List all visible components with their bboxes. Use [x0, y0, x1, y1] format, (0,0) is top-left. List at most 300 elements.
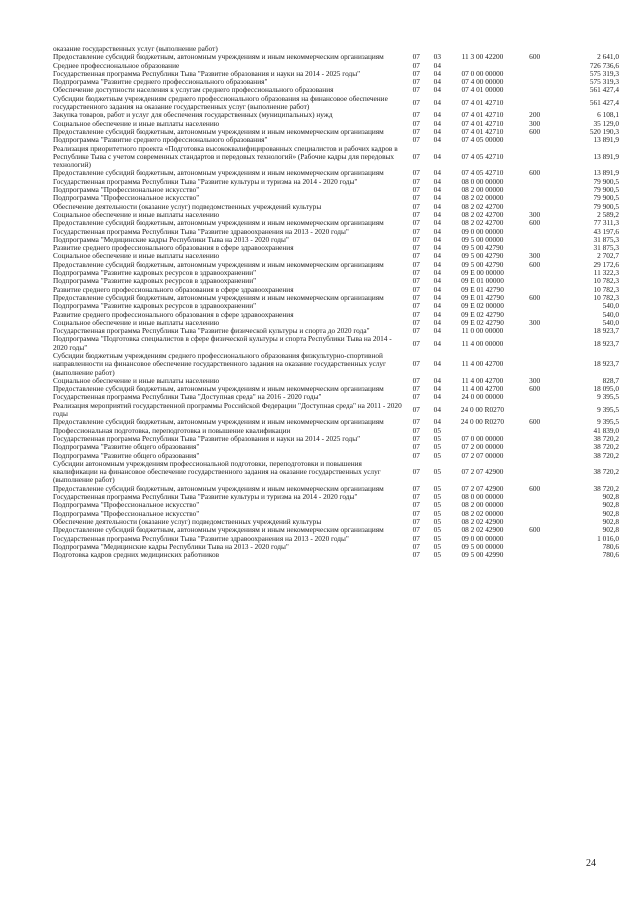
row-target-article: 09 Е 00 00000	[461, 268, 504, 278]
row-name: Предоставление субсидий бюджетным, автономным учреждениям и иным некоммерческим организациям	[53, 483, 384, 493]
row-expense-type	[517, 327, 553, 335]
row-section: 07	[412, 276, 420, 286]
row-amount: 540,0	[602, 309, 619, 319]
row-section: 07	[412, 483, 420, 493]
row-amount: 575 319,3	[589, 77, 619, 87]
row-name: Обеспечение деятельности (оказание услуг) подведомственных учреждений культуры	[53, 201, 322, 211]
row-subsection: 04	[433, 292, 441, 302]
row-expense-type	[517, 236, 553, 244]
row-target-article: 07 4 01 42710	[461, 110, 504, 120]
row-amount: 10 782,3	[593, 276, 619, 286]
row-target-article: 08 2 00 00000	[461, 185, 504, 195]
row-name: Государственная программа Республики Тыва "Развитие здравоохранения на 2013 - 2020 годы"	[53, 226, 349, 236]
row-section: 07	[412, 168, 420, 178]
row-name: Подпрограмма "Развитие кадровых ресурсов в здравоохранении"	[53, 268, 257, 278]
row-expense-type	[517, 443, 553, 451]
row-name: Подпрограмма "Развитие общего образования"	[53, 450, 200, 460]
row-section: 07	[412, 151, 420, 161]
row-target-article: 24 0 00 R0270	[460, 404, 505, 414]
row-name: Подпрограмма "Развитие общего образования"	[53, 442, 200, 452]
row-subsection: 04	[433, 135, 441, 145]
row-expense-type: 600	[529, 292, 541, 302]
row-subsection: 04	[433, 326, 441, 336]
row-amount: 10 782,3	[593, 284, 619, 294]
row-target-article: 09 5 00 42790	[461, 243, 504, 253]
row-expense-type: 300	[529, 118, 541, 128]
row-target-article: 08 2 02 42900	[461, 516, 504, 526]
row-subsection: 04	[433, 168, 441, 178]
row-target-article: 07 2 07 00000	[461, 450, 504, 460]
row-amount: 38 720,2	[593, 442, 619, 452]
row-name: Развитие среднего профессионального образования в сфере здравоохранения	[53, 284, 294, 294]
table-row	[53, 95, 619, 112]
row-target-article: 07 4 05 42710	[461, 151, 504, 161]
row-subsection: 05	[433, 425, 441, 435]
row-name: Обеспечение деятельности (оказание услуг) подведомственных учреждений культуры	[53, 516, 322, 526]
row-subsection: 04	[433, 234, 441, 244]
row-subsection: 04	[433, 193, 441, 203]
row-expense-type	[517, 493, 553, 501]
row-subsection: 04	[433, 209, 441, 219]
row-target-article: 08 2 02 42900	[461, 525, 504, 535]
row-target-article: 11 4 00 42700	[461, 384, 504, 394]
row-section: 07	[412, 118, 420, 128]
row-expense-type	[517, 302, 553, 310]
row-section: 07	[412, 243, 420, 253]
row-subsection: 05	[433, 500, 441, 510]
row-name: Государственная программа Республики Тыва "Развитие культуры и туризма на 2014 - 2020 годы"	[53, 492, 358, 502]
row-target-article: 09 5 00 00000	[461, 234, 504, 244]
row-section: 07	[412, 309, 420, 319]
row-subsection: 05	[433, 525, 441, 535]
row-subsection: 05	[433, 492, 441, 502]
row-expense-type	[517, 62, 553, 70]
row-name: Предоставление субсидий бюджетным, автономным учреждениям и иным некоммерческим организациям	[53, 126, 384, 136]
row-amount: 2 641,0	[597, 52, 619, 62]
row-expense-type: 300	[529, 209, 541, 219]
row-section: 07	[412, 433, 420, 443]
row-subsection: 03	[433, 52, 441, 62]
row-expense-type	[517, 501, 553, 509]
row-target-article: 07 4 05 00000	[461, 135, 504, 145]
row-amount: 43 197,6	[593, 226, 619, 236]
row-section: 07	[412, 417, 420, 427]
row-section: 07	[412, 533, 420, 543]
row-section: 07	[412, 442, 420, 452]
row-target-article: 09 5 00 42790	[461, 259, 504, 269]
row-name: Подпрограмма "Профессиональное искусство"	[53, 193, 200, 203]
row-section: 07	[412, 52, 420, 62]
row-amount: 2 589,2	[597, 209, 619, 219]
row-section: 07	[412, 516, 420, 526]
row-section: 07	[412, 251, 420, 261]
row-name: Подпрограмма "Профессиональное искусство"	[53, 508, 200, 518]
row-target-article: 11 4 00 00000	[461, 338, 504, 348]
row-expense-type	[517, 86, 553, 94]
row-expense-type: 600	[529, 259, 541, 269]
row-expense-type	[517, 186, 553, 194]
row-target-article: 08 2 02 42700	[461, 209, 504, 219]
row-name: Профессиональная подготовка, переподготовка и повышение квалификации	[53, 425, 291, 435]
row-name: Социальное обеспечение и иные выплаты населению	[53, 209, 220, 219]
row-name: Социальное обеспечение и иные выплаты населению	[53, 375, 220, 385]
row-subsection: 04	[433, 359, 441, 369]
row-subsection: 05	[433, 516, 441, 526]
row-expense-type	[517, 145, 553, 170]
row-section: 07	[412, 126, 420, 136]
row-name: Подпрограмма "Профессиональное искусство"	[53, 500, 200, 510]
row-subsection: 04	[433, 276, 441, 286]
row-expense-type	[517, 352, 553, 377]
row-subsection: 04	[433, 404, 441, 414]
row-amount: 780,6	[602, 550, 619, 560]
row-amount: 38 720,2	[593, 483, 619, 493]
row-expense-type: 600	[529, 483, 541, 493]
row-target-article: 09 Е 02 42790	[461, 317, 504, 327]
row-amount: 13 891,9	[593, 168, 619, 178]
row-name: Государственная программа Республики Тыва "Развитие образования и науки на 2014 - 2025 годы"	[53, 68, 361, 78]
row-name: Обеспечение доступности населения к услугам среднего профессионального образования	[53, 85, 334, 95]
row-target-article: 08 2 02 00000	[461, 508, 504, 518]
row-section: 07	[412, 338, 420, 348]
row-section: 07	[412, 508, 420, 518]
row-target-article: 07 4 01 42710	[461, 97, 504, 107]
row-amount: 902,8	[602, 508, 619, 518]
row-name: Государственная программа Республики Тыва "Развитие здравоохранения на 2013 - 2020 годы"	[53, 533, 349, 543]
row-subsection: 04	[433, 375, 441, 385]
row-expense-type: 600	[529, 126, 541, 136]
row-name: Подпрограмма "Развитие кадровых ресурсов в здравоохранении"	[53, 301, 257, 311]
row-subsection: 04	[433, 126, 441, 136]
row-amount: 902,8	[602, 492, 619, 502]
row-amount: 79 900,5	[593, 185, 619, 195]
row-name: Подготовка кадров средних медицинских работников	[53, 550, 220, 560]
row-section: 07	[412, 226, 420, 236]
row-target-article: 07 4 01 42710	[461, 126, 504, 136]
row-name: Предоставление субсидий бюджетным, автономным учреждениям и иным некоммерческим организациям	[53, 417, 384, 427]
row-target-article: 09 0 00 00000	[461, 226, 504, 236]
row-name: Предоставление субсидий бюджетным, автономным учреждениям и иным некоммерческим организациям	[53, 259, 384, 269]
row-amount: 77 311,3	[593, 218, 619, 228]
row-amount: 902,8	[602, 525, 619, 535]
row-section: 07	[412, 68, 420, 78]
row-amount: 561 427,4	[589, 97, 619, 107]
row-subsection: 04	[433, 384, 441, 394]
row-amount: 828,7	[602, 375, 619, 385]
page-number: 24	[586, 858, 596, 869]
row-name: Предоставление субсидий бюджетным, автономным учреждениям и иным некоммерческим организациям	[53, 384, 384, 394]
row-amount: 18 923,7	[593, 326, 619, 336]
row-section: 07	[412, 467, 420, 477]
row-target-article: 09 Е 01 42790	[461, 292, 504, 302]
row-amount: 18 923,7	[593, 359, 619, 369]
row-section: 07	[412, 541, 420, 551]
row-section: 07	[412, 359, 420, 369]
row-amount: 13 891,9	[593, 135, 619, 145]
row-subsection: 04	[433, 226, 441, 236]
row-name: Предоставление субсидий бюджетным, автономным учреждениям и иным некоммерческим организациям	[53, 168, 384, 178]
row-section: 07	[412, 193, 420, 203]
row-subsection: 05	[433, 550, 441, 560]
row-amount: 726 736,6	[589, 60, 619, 70]
row-section: 07	[412, 259, 420, 269]
row-target-article: 07 4 01 42710	[461, 118, 504, 128]
row-subsection: 04	[433, 77, 441, 87]
row-section: 07	[412, 234, 420, 244]
row-name: Предоставление субсидий бюджетным, автономным учреждениям и иным некоммерческим организациям	[53, 52, 384, 62]
row-expense-type: 600	[529, 525, 541, 535]
row-name: Развитие среднего профессионального образования в сфере здравоохранения	[53, 243, 294, 253]
row-expense-type: 600	[529, 168, 541, 178]
row-subsection: 05	[433, 533, 441, 543]
row-expense-type	[517, 78, 553, 86]
row-amount: 540,0	[602, 317, 619, 327]
row-target-article: 11 3 00 42200	[461, 52, 504, 62]
row-name: Подпрограмма "Подготовка специалистов в сфере физической культуры и спорта Республики Тыва на 2014 - 2020 годы"	[53, 334, 392, 352]
row-amount: 575 319,3	[589, 68, 619, 78]
row-expense-type: 600	[529, 384, 541, 394]
row-amount: 38 720,2	[593, 433, 619, 443]
row-section: 07	[412, 404, 420, 414]
row-name: Социальное обеспечение и иные выплаты населению	[53, 317, 220, 327]
row-subsection: 04	[433, 185, 441, 195]
row-name: Субсидии автономным учреждениям профессиональной подготовки, переподготовки и повышения квалификации на финансовое обеспечение государственного задания на оказание государственных услуг (выполнение работ)	[53, 458, 381, 485]
row-subsection: 04	[433, 68, 441, 78]
row-name: Социальное обеспечение и иные выплаты населению	[53, 251, 220, 261]
budget-table-page	[53, 45, 619, 559]
row-target-article: 09 Е 01 00000	[461, 276, 504, 286]
row-amount: 79 900,5	[593, 201, 619, 211]
row-target-article: 11 0 00 00000	[461, 326, 504, 336]
row-expense-type	[517, 178, 553, 186]
row-name: Подпрограмма "Медицинские кадры Республики Тыва на 2013 - 2020 годы"	[53, 234, 289, 244]
row-expense-type	[517, 510, 553, 518]
row-section: 07	[412, 284, 420, 294]
row-subsection: 04	[433, 201, 441, 211]
row-target-article: 08 2 02 00000	[461, 193, 504, 203]
row-subsection: 04	[433, 284, 441, 294]
row-section: 07	[412, 392, 420, 402]
row-name: Развитие среднего профессионального образования в сфере здравоохранения	[53, 309, 294, 319]
row-section: 07	[412, 326, 420, 336]
row-amount: 9 395,5	[597, 404, 619, 414]
row-name: оказание государственных услуг (выполнение работ)	[53, 44, 218, 53]
row-expense-type	[517, 452, 553, 460]
row-target-article: 09 Е 01 42790	[461, 284, 504, 294]
row-expense-type	[517, 435, 553, 443]
row-name: Субсидии бюджетным учреждениям среднего профессионального образования физкультурно-спортивной направленности на финансовое обеспечение государственного задания на оказание государственных услуг (выполнение работ)	[53, 350, 386, 377]
row-subsection: 05	[433, 433, 441, 443]
row-target-article: 09 0 00 00000	[461, 533, 504, 543]
row-target-article: 09 Е 02 42790	[461, 309, 504, 319]
row-target-article: 09 5 00 42990	[461, 550, 504, 560]
row-amount: 2 702,7	[597, 251, 619, 261]
table-row	[53, 402, 619, 419]
row-amount: 902,8	[602, 516, 619, 526]
row-name: Подпрограмма "Развитие среднего профессионального образования"	[53, 77, 268, 87]
row-expense-type: 600	[529, 417, 541, 427]
row-amount: 79 900,5	[593, 193, 619, 203]
row-section: 07	[412, 450, 420, 460]
row-section: 07	[412, 317, 420, 327]
row-expense-type	[517, 335, 553, 352]
row-name: Социальное обеспечение и иные выплаты населению	[53, 118, 220, 128]
row-name: Государственная программа Республики Тыва "Доступная среда" на 2016 - 2020 годы"	[53, 392, 322, 402]
row-expense-type	[517, 95, 553, 112]
row-name: Субсидии бюджетным учреждениям среднего профессионального образования на финансовое обеспечение государственного задания на оказание государственных услуг (выполнение работ)	[53, 93, 388, 112]
row-target-article: 07 4 01 00000	[461, 85, 504, 95]
row-expense-type	[517, 551, 553, 559]
row-target-article: 24 0 00 00000	[461, 392, 504, 402]
row-expense-type	[517, 543, 553, 551]
row-amount: 561 427,4	[589, 85, 619, 95]
row-subsection: 04	[433, 151, 441, 161]
row-section: 07	[412, 268, 420, 278]
row-section: 07	[412, 135, 420, 145]
row-amount: 10 782,3	[593, 292, 619, 302]
row-name: Среднее профессиональное образование	[53, 60, 180, 70]
row-amount: 6 108,1	[597, 110, 619, 120]
row-target-article: 08 2 00 00000	[461, 500, 504, 510]
row-name: Предоставление субсидий бюджетным, автономным учреждениям и иным некоммерческим организациям	[53, 292, 384, 302]
row-expense-type	[517, 136, 553, 144]
row-amount: 38 720,2	[593, 450, 619, 460]
row-amount: 35 129,0	[593, 118, 619, 128]
row-section: 07	[412, 375, 420, 385]
row-amount: 38 720,2	[593, 467, 619, 477]
row-name: Государственная программа Республики Тыва "Развитие физической культуры и спорта до 2020 года"	[53, 326, 370, 336]
row-section: 07	[412, 292, 420, 302]
row-expense-type	[517, 427, 553, 435]
row-subsection: 04	[433, 301, 441, 311]
row-subsection: 04	[433, 176, 441, 186]
row-expense-type	[517, 228, 553, 236]
table-row	[53, 352, 619, 377]
row-subsection: 04	[433, 85, 441, 95]
row-subsection: 05	[433, 508, 441, 518]
row-section: 07	[412, 550, 420, 560]
row-name: Реализация мероприятий государственной программы Российской Федерации "Доступная среда" на 2011 - 2020 годы	[53, 400, 402, 419]
row-section: 07	[412, 176, 420, 186]
row-expense-type: 200	[529, 110, 541, 120]
row-name: Государственная программа Республики Тыва "Развитие образования и науки на 2014 - 2025 годы"	[53, 433, 361, 443]
row-subsection: 04	[433, 243, 441, 253]
row-section: 07	[412, 185, 420, 195]
row-subsection: 05	[433, 541, 441, 551]
row-name: Подпрограмма "Развитие кадровых ресурсов в здравоохранении"	[53, 276, 257, 286]
row-subsection: 04	[433, 259, 441, 269]
table-row	[53, 335, 619, 352]
row-target-article: 08 2 02 42700	[461, 218, 504, 228]
row-section: 07	[412, 525, 420, 535]
row-target-article: 08 0 00 00000	[461, 492, 504, 502]
row-subsection: 04	[433, 110, 441, 120]
row-section: 07	[412, 209, 420, 219]
row-expense-type	[517, 402, 553, 419]
row-subsection: 04	[433, 97, 441, 107]
row-name: Реализация приоритетного проекта «Подготовка высококвалифицированных специалистов и рабочих кадров в Республике Тыва с учетом современных стандартов и передовых технологий» (Рабочие кадры для передовых технологий)	[53, 143, 398, 170]
row-amount: 902,8	[602, 500, 619, 510]
row-target-article: 09 5 00 00000	[461, 541, 504, 551]
row-target-article: 07 0 00 00000	[461, 68, 504, 78]
row-section: 07	[412, 60, 420, 70]
row-subsection: 04	[433, 417, 441, 427]
row-expense-type: 600	[529, 218, 541, 228]
row-section: 07	[412, 301, 420, 311]
row-amount: 31 875,3	[593, 243, 619, 253]
row-subsection: 04	[433, 60, 441, 70]
row-expense-type	[517, 277, 553, 285]
row-expense-type: 300	[529, 317, 541, 327]
row-section: 07	[412, 77, 420, 87]
row-amount: 1 016,0	[597, 533, 619, 543]
row-name: Предоставление субсидий бюджетным, автономным учреждениям и иным некоммерческим организациям	[53, 525, 384, 535]
row-subsection: 05	[433, 483, 441, 493]
row-amount: 18 095,0	[593, 384, 619, 394]
row-subsection: 05	[433, 450, 441, 460]
row-amount: 18 923,7	[593, 338, 619, 348]
row-target-article: 08 2 02 42700	[461, 201, 504, 211]
table-row	[53, 145, 619, 170]
row-subsection: 04	[433, 338, 441, 348]
row-target-article: 08 0 00 00000	[461, 176, 504, 186]
row-target-article: 07 2 00 00000	[461, 442, 504, 452]
row-section: 07	[412, 110, 420, 120]
row-expense-type	[517, 194, 553, 202]
row-amount: 520 190,3	[589, 126, 619, 136]
row-target-article: 07 2 07 42900	[461, 467, 504, 477]
row-subsection: 05	[433, 442, 441, 452]
row-target-article: 11 4 00 42700	[461, 359, 504, 369]
row-section: 07	[412, 492, 420, 502]
row-amount: 79 900,5	[593, 176, 619, 186]
row-amount: 9 395,5	[597, 417, 619, 427]
budget-table	[53, 45, 619, 559]
row-amount: 13 891,9	[593, 151, 619, 161]
row-section: 07	[412, 97, 420, 107]
row-expense-type	[517, 535, 553, 543]
row-expense-type	[517, 393, 553, 401]
row-target-article: 07 4 00 00000	[461, 77, 504, 87]
row-target-article: 09 Е 02 00000	[461, 301, 504, 311]
row-name: Закупка товаров, работ и услуг для обеспечения государственных (муниципальных) нужд	[53, 110, 333, 120]
row-section: 07	[412, 425, 420, 435]
row-amount: 31 875,3	[593, 234, 619, 244]
table-row	[53, 460, 619, 485]
row-name: Подпрограмма "Развитие среднего профессионального образования"	[53, 135, 268, 145]
row-amount: 9 395,5	[597, 392, 619, 402]
row-amount: 11 322,3	[593, 268, 619, 278]
row-expense-type	[517, 269, 553, 277]
row-subsection: 04	[433, 251, 441, 261]
row-subsection: 04	[433, 268, 441, 278]
row-target-article: 11 4 00 42700	[461, 375, 504, 385]
row-target-article: 07 0 00 00000	[461, 433, 504, 443]
table-row	[53, 551, 619, 559]
row-target-article: 07 2 07 42900	[461, 483, 504, 493]
row-section: 07	[412, 201, 420, 211]
row-name: Подпрограмма "Профессиональное искусство"	[53, 185, 200, 195]
row-name: Государственная программа Республики Тыва "Развитие культуры и туризма на 2014 - 2020 годы"	[53, 176, 358, 186]
row-section: 07	[412, 85, 420, 95]
row-expense-type: 300	[529, 251, 541, 261]
row-subsection: 04	[433, 218, 441, 228]
row-subsection: 04	[433, 309, 441, 319]
row-amount: 41 839,0	[593, 425, 619, 435]
row-expense-type	[517, 460, 553, 485]
row-target-article: 07 4 05 42710	[461, 168, 504, 178]
row-expense-type: 600	[529, 52, 541, 62]
